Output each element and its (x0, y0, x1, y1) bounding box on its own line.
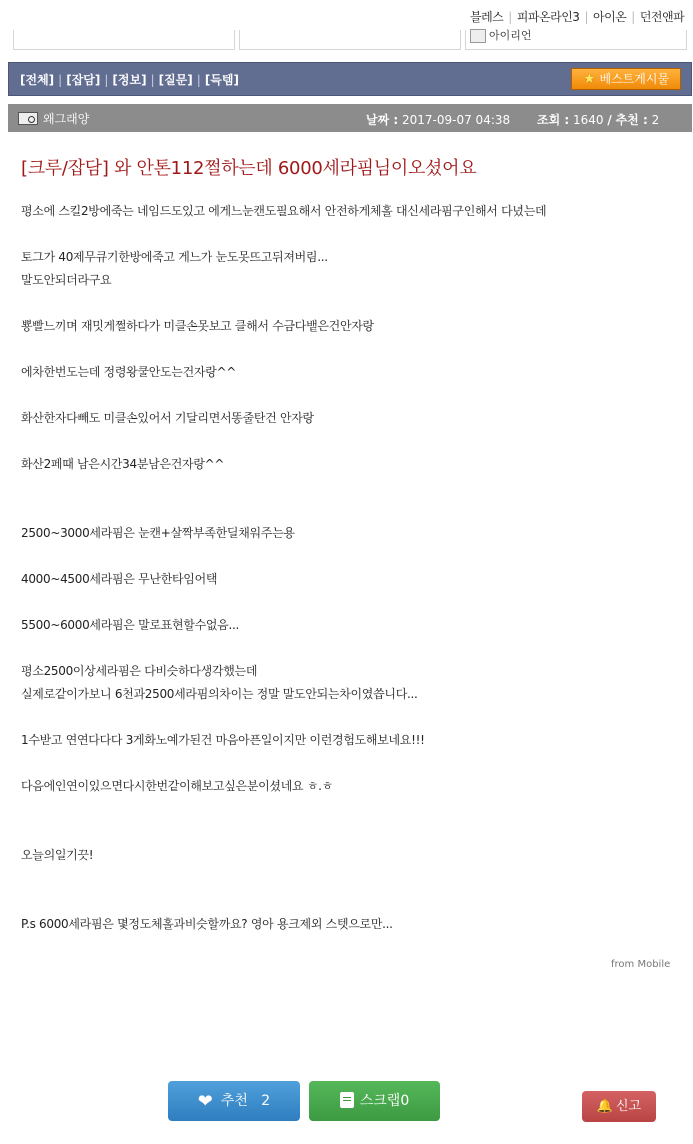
post-body-line: P.s 6000세라핌은 몇정도체홀과비슷할까요? 영아 용크제외 스텟으로만... (21, 917, 393, 931)
post-body-line: 평소에 스킬2방에죽는 네임드도있고 에게느눈캔도필요해서 안전하게체홀 대신세라핌구인해서 다녔는데 (21, 204, 547, 218)
recommend-count: 2 (261, 1093, 271, 1109)
best-posts-label: 베스트게시물 (599, 72, 670, 86)
separator: | (584, 10, 588, 24)
bell-icon: 🔔 (596, 1099, 614, 1114)
post-info-bar (8, 104, 692, 132)
scrap-button-label: 스크랩 (359, 1093, 401, 1109)
post-body-line: 5500~6000세라핌은 말로표현할수없음... (21, 618, 239, 632)
post-body-line: 평소2500이상세라핌은 다비슷하다생각했는데 (21, 664, 258, 678)
recommend-value: 2 (651, 113, 660, 127)
separator: | (508, 10, 512, 24)
post-date (366, 111, 510, 128)
post-title: [크루/잡담] 와 안톤112쩔하는데 6000세라핌님이오셨어요 (21, 158, 477, 179)
top-nav-link-bless[interactable]: 블레스 (470, 10, 504, 24)
widget-box-1 (13, 30, 235, 50)
post-body-line: 오늘의일기끗! (21, 848, 94, 862)
top-nav-link-fifa3[interactable]: 피파온라인3 (516, 10, 580, 24)
post-body-line: 다음에인연이있으면다시한번같이해보고싶은분이셨네요 ㅎ.ㅎ (21, 779, 333, 793)
top-nav-link-aion[interactable]: 아이온 (592, 10, 627, 24)
recommend-label: 추천 : (615, 113, 648, 127)
widget-item[interactable] (470, 27, 532, 43)
post-stats: 조회 : 1640 / 추천 : 2 (537, 113, 660, 127)
post-body-line: 실제로같이가보니 6천과2500세라핌의차이는 정말 말도안되는차이였씁니다... (21, 687, 418, 701)
member-badge-icon (18, 112, 38, 125)
tab-info[interactable]: [정보] (112, 73, 147, 87)
top-nav-links (470, 8, 684, 25)
tab-all[interactable]: [전체] (20, 73, 55, 87)
post-body-line: 화산한자다빼도 미클손있어서 기달리면서똥줄탄건 안자랑 (21, 411, 314, 425)
separator: | (196, 73, 201, 87)
author-name: 왜그래양 (43, 112, 90, 126)
report-button-label: 신고 (616, 1099, 642, 1114)
scrap-count: 0 (400, 1093, 410, 1109)
scrap-button[interactable] (309, 1081, 440, 1121)
views-label: 조회 : (537, 113, 570, 127)
post-body-line: 1수받고 연연다다다 3게화노예가된건 마음아픈일이지만 이런경험도해보네요!!! (21, 733, 425, 747)
top-navigation (0, 0, 693, 30)
post-author[interactable] (18, 110, 89, 127)
from-mobile-tag: from Mobile (611, 959, 671, 970)
heart-icon: ❤ (197, 1091, 213, 1112)
separator: | (104, 73, 109, 87)
widget-item-label: 아이리언 (489, 29, 532, 42)
widget-box-2 (239, 30, 461, 50)
tab-loot[interactable]: [득템] (204, 73, 239, 87)
date-value: 2017-09-07 04:38 (402, 113, 511, 127)
separator: | (58, 73, 63, 87)
post-body-line: 4000~4500세라핌은 무난한타임어택 (21, 572, 218, 586)
clipboard-icon (340, 1092, 354, 1108)
report-button[interactable] (582, 1091, 656, 1122)
post-body-line: 말도안되더라구요 (21, 273, 112, 287)
post-body-line: 토그가 40제무큐기한방에죽고 게느가 눈도못뜨고뒤져버림... (21, 250, 328, 264)
category-tabs (20, 71, 239, 88)
recommend-button[interactable] (168, 1081, 300, 1121)
separator: | (150, 73, 155, 87)
tab-question[interactable]: [질문] (158, 73, 193, 87)
recommend-button-label: 추천 (220, 1093, 248, 1109)
views-value: 1640 (573, 113, 604, 127)
widget-box-3 (465, 30, 687, 50)
separator: | (631, 10, 635, 24)
widget-row (8, 30, 688, 52)
category-bar (8, 62, 692, 96)
best-posts-button[interactable] (571, 68, 681, 90)
post-body-line: 뿅빨느끼며 재밋게쩔하다가 미클손못보고 클해서 수금다뱉은건안자랑 (21, 319, 374, 333)
tab-chat[interactable]: [잡담] (66, 73, 101, 87)
board-icon (470, 29, 486, 43)
post-body-line: 2500~3000세라핌은 눈캔+살짝부족한딜채워주는용 (21, 526, 295, 540)
post-body-line: 화산2페때 남은시간34분남은건자랑^^ (21, 457, 225, 471)
star-icon: ★ (582, 71, 596, 87)
post-body-line: 에차한번도는데 정령왕쿨안도는건자랑^^ (21, 365, 236, 379)
top-nav-link-dnf[interactable]: 던전앤파 (639, 10, 685, 24)
date-label: 날짜 : (366, 113, 399, 127)
